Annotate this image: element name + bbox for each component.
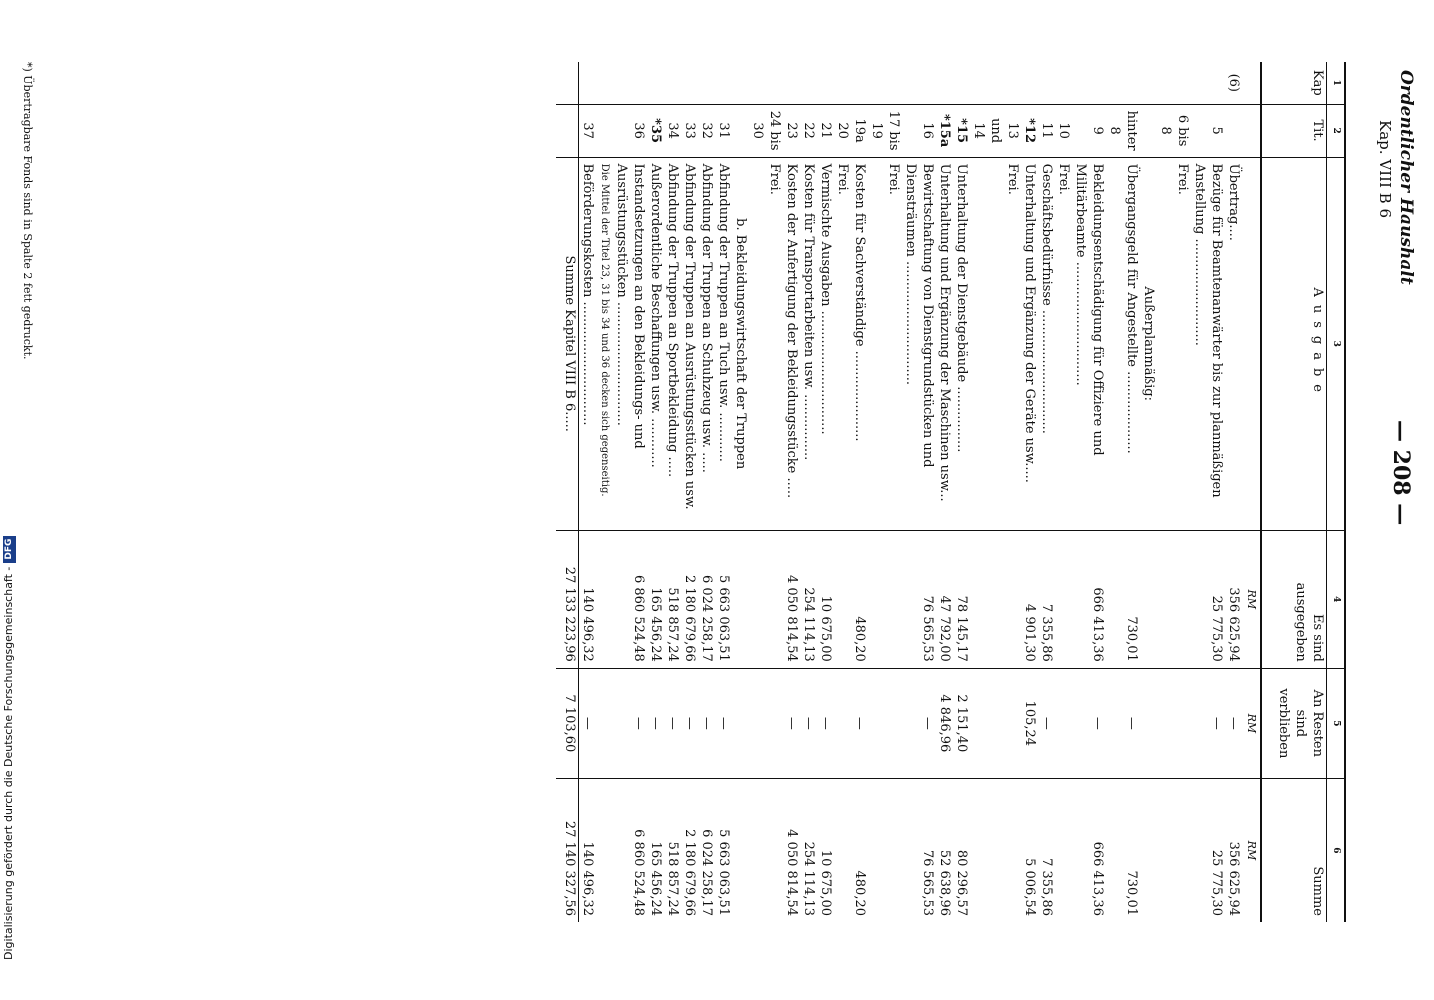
column-number-row [1327, 62, 1346, 922]
cell-sum: 6 024 258,17 [698, 778, 715, 922]
cell-tit [1140, 104, 1157, 157]
total-label: Summe Kapitel VIII B 6..... [556, 157, 579, 530]
cell-kap [647, 62, 664, 104]
cell-remaining [1157, 668, 1191, 778]
cell-sum: 76 565,53 [902, 778, 936, 922]
unit-spent: RM [1242, 530, 1261, 668]
cell-spent [732, 530, 749, 668]
unit-sum: RM [1242, 778, 1261, 922]
cell-kap [817, 62, 834, 104]
cell-description: Abfindung der Truppen an Schuhzeug usw. ..... [698, 157, 715, 530]
cell-remaining: 4 846,96 [936, 668, 953, 778]
cell-kap [579, 62, 597, 104]
cell-kap [1038, 62, 1055, 104]
cell-remaining [970, 668, 1021, 778]
cell-spent: 518 857,24 [664, 530, 681, 668]
cell-sum: 4 050 814,54 [783, 778, 800, 922]
table-row [579, 62, 597, 922]
cell-kap [681, 62, 698, 104]
cell-tit: 10 [1055, 104, 1072, 157]
table-row [664, 62, 681, 922]
cell-remaining: — [579, 668, 597, 778]
cell-sum: 7 355,86 [1038, 778, 1055, 922]
cell-tit: 19a [851, 104, 868, 157]
table-body [579, 62, 1243, 922]
cell-sum: 666 413,36 [1072, 778, 1106, 922]
cell-remaining: — [783, 668, 800, 778]
cell-kap [1106, 62, 1140, 104]
table-row [1157, 62, 1191, 922]
cell-sum [1157, 778, 1191, 922]
cell-tit: 9 [1072, 104, 1106, 157]
cell-description: Unterhaltung und Ergänzung der Maschinen usw... [936, 157, 953, 530]
cell-sum: 730,01 [1106, 778, 1140, 922]
table-row [953, 62, 970, 922]
budget-table [556, 62, 1346, 922]
cell-sum: 165 456,24 [647, 778, 664, 922]
cell-spent [970, 530, 1021, 668]
cell-tit: 22 [800, 104, 817, 157]
cell-spent: 10 675,00 [817, 530, 834, 668]
cell-kap: (6) [1226, 73, 1241, 92]
cell-spent: 356 625,94 [1225, 530, 1242, 668]
cell-sum: 356 625,94 [1225, 778, 1242, 922]
table-row [1038, 62, 1055, 922]
cell-sum: 10 675,00 [817, 778, 834, 922]
cell-remaining: — [1106, 668, 1140, 778]
cell-remaining: — [681, 668, 698, 778]
table-row [936, 62, 953, 922]
cell-remaining [1140, 668, 1157, 778]
header-kap: Kap [1261, 62, 1327, 104]
cell-description: Übertrag.... [1225, 157, 1242, 530]
cell-sum [834, 778, 851, 922]
cell-remaining: — [1191, 668, 1225, 778]
cell-sum [749, 778, 783, 922]
cell-spent: 7 355,86 [1038, 530, 1055, 668]
page-number: — 208 — [1388, 420, 1414, 526]
cell-tit: *12 [1021, 104, 1038, 157]
cell-spent: 6 860 524,48 [613, 530, 647, 668]
total-sum: 27 140 327,56 [556, 778, 579, 922]
table-row [732, 62, 749, 922]
cell-kap [1157, 62, 1191, 104]
header-title: Ordentlicher Haushalt [1396, 70, 1416, 285]
cell-spent: 2 180 679,66 [681, 530, 698, 668]
cell-kap [613, 62, 647, 104]
cell-sum: 480,20 [851, 778, 868, 922]
cell-sum: 140 496,32 [579, 778, 597, 922]
cell-tit: 33 [681, 104, 698, 157]
cell-remaining: — [1038, 668, 1055, 778]
cell-kap [953, 62, 970, 104]
cell-sum [732, 778, 749, 922]
cell-tit [596, 104, 613, 157]
table-row [868, 62, 902, 922]
cell-sum [1140, 778, 1157, 922]
cell-remaining [596, 668, 613, 778]
cell-spent: 78 145,17 [953, 530, 970, 668]
unit-remaining: RM [1242, 668, 1261, 778]
cell-kap [732, 62, 749, 104]
cell-spent: 140 496,32 [579, 530, 597, 668]
table-row [596, 62, 613, 922]
header-remaining: An Resten sind verblieben [1261, 668, 1327, 778]
cell-kap [664, 62, 681, 104]
table-row [1225, 62, 1242, 922]
cell-sum [868, 778, 902, 922]
cell-kap [1021, 62, 1038, 104]
cell-description: Bekleidungsentschädigung für Offiziere und Militärbeamte .............................. [1072, 157, 1106, 530]
table-row [1055, 62, 1072, 922]
cell-spent: 4 901,30 [1021, 530, 1038, 668]
cell-spent: 254 114,13 [800, 530, 817, 668]
cell-spent: 730,01 [1106, 530, 1140, 668]
table-row [800, 62, 817, 922]
header-tit: Tit. [1261, 104, 1327, 157]
cell-remaining: — [851, 668, 868, 778]
colnum-5: 5 [1327, 668, 1346, 778]
cell-spent [1157, 530, 1191, 668]
cell-tit: 37 [579, 104, 597, 157]
cell-remaining: — [613, 668, 647, 778]
cell-description: Außerplanmäßig: [1140, 157, 1157, 530]
cell-tit: *15a [936, 104, 953, 157]
cell-description: Übergangsgeld für Angestellte .................... [1106, 157, 1140, 530]
cell-description: Abfindung der Truppen an Tuch usw. ............ [715, 157, 732, 530]
cell-kap [902, 62, 936, 104]
cell-spent [868, 530, 902, 668]
cell-kap [783, 62, 800, 104]
colnum-3: 3 [1327, 157, 1346, 530]
cell-kap [970, 62, 1021, 104]
column-header-row [1261, 62, 1327, 922]
dfg-text-wrap [0, 0, 18, 1000]
cell-remaining [868, 668, 902, 778]
colnum-1: 1 [1327, 62, 1346, 104]
cell-kap [868, 62, 902, 104]
cell-spent: 480,20 [851, 530, 868, 668]
cell-spent: 25 775,30 [1191, 530, 1225, 668]
cell-tit: 24 bis 30 [749, 104, 783, 157]
cell-spent: 76 565,53 [902, 530, 936, 668]
table-row [1021, 62, 1038, 922]
cell-kap [715, 62, 732, 104]
cell-remaining: — [698, 668, 715, 778]
footnote: *) Übertragbare Fonds sind in Spalte 2 fett gedruckt. [21, 62, 34, 360]
cell-tit: 5 [1191, 104, 1225, 157]
table-row [902, 62, 936, 922]
cell-tit: 11 [1038, 104, 1055, 157]
dfg-side-note [0, 0, 18, 1000]
cell-description: Kosten der Anfertigung der Bekleidungsstücke ..... [783, 157, 800, 530]
cell-sum: 6 860 524,48 [613, 778, 647, 922]
table-row [1191, 62, 1225, 922]
cell-sum: 518 857,24 [664, 778, 681, 922]
cell-remaining [1055, 668, 1072, 778]
cell-sum: 52 638,96 [936, 778, 953, 922]
cell-kap [936, 62, 953, 104]
cell-remaining: — [1225, 668, 1242, 778]
cell-spent [1055, 530, 1072, 668]
unit-row [1242, 62, 1261, 922]
cell-tit: 17 bis 19 [868, 104, 902, 157]
cell-remaining: 2 151,40 [953, 668, 970, 778]
total-spent: 27 133 223,96 [556, 530, 579, 668]
cell-remaining: — [715, 668, 732, 778]
cell-tit: 23 [783, 104, 800, 157]
cell-tit: hinter 8 [1106, 104, 1140, 157]
cell-tit: 34 [664, 104, 681, 157]
table-row [817, 62, 834, 922]
cell-tit: 13 und 14 [970, 104, 1021, 157]
table-row [783, 62, 800, 922]
cell-kap [596, 62, 613, 104]
cell-sum: 254 114,13 [800, 778, 817, 922]
cell-description: Abfindung der Truppen an Sportbekleidung ..... [664, 157, 681, 530]
cell-spent: 165 456,24 [647, 530, 664, 668]
cell-tit [1225, 104, 1242, 157]
table-row [715, 62, 732, 922]
cell-description: Bezüge für Beamtenanwärter bis zur planmäßigen Anstellung .......................... [1191, 157, 1225, 530]
table-row [647, 62, 664, 922]
cell-kap [1140, 62, 1157, 104]
cell-description: Frei. [868, 157, 902, 530]
cell-kap [698, 62, 715, 104]
cell-sum: 2 180 679,66 [681, 778, 698, 922]
table-row [1106, 62, 1140, 922]
cell-tit: *15 [953, 104, 970, 157]
cell-kap [851, 62, 868, 104]
cell-remaining: — [1072, 668, 1106, 778]
table-row [1140, 62, 1157, 922]
cell-description: Kosten für Transportarbeiten usw. ................ [800, 157, 817, 530]
cell-remaining: — [664, 668, 681, 778]
cell-kap [834, 62, 851, 104]
cell-remaining: 105,24 [1021, 668, 1038, 778]
total-remaining: 7 103,60 [556, 668, 579, 778]
table-row [851, 62, 868, 922]
colnum-4: 4 [1327, 530, 1346, 668]
cell-description: Frei. [1157, 157, 1191, 530]
cell-spent: 47 792,00 [936, 530, 953, 668]
cell-remaining [749, 668, 783, 778]
header-ausgabe: Ausgabe [1261, 157, 1327, 530]
cell-sum [1055, 778, 1072, 922]
cell-sum: 5 663 063,51 [715, 778, 732, 922]
cell-tit: 16 [902, 104, 936, 157]
cell-spent [596, 530, 613, 668]
cell-remaining: — [902, 668, 936, 778]
cell-remaining: — [817, 668, 834, 778]
dfg-logo: DFG [3, 536, 16, 563]
cell-description: Beförderungskosten .............................. [579, 157, 597, 530]
cell-description: Unterhaltung der Dienstgebäude ................ [953, 157, 970, 530]
cell-description: b. Bekleidungswirtschaft der Truppen [732, 157, 749, 530]
cell-description: Frei. [1055, 157, 1072, 530]
table-row [681, 62, 698, 922]
header-chapter: Kap. VIII B 6 [1376, 120, 1394, 218]
table-row [1072, 62, 1106, 922]
colnum-6: 6 [1327, 778, 1346, 922]
cell-tit: 6 bis 8 [1157, 104, 1191, 157]
header-sum: Summe [1261, 778, 1327, 922]
cell-spent: 6 024 258,17 [698, 530, 715, 668]
total-row [556, 62, 579, 922]
cell-description: Bewirtschaftung von Dienstgrundstücken und Diensträumen .............................. [902, 157, 936, 530]
header-spent: Es sind ausgegeben [1261, 530, 1327, 668]
cell-tit: 32 [698, 104, 715, 157]
cell-sum: 5 006,54 [1021, 778, 1038, 922]
cell-tit: 31 [715, 104, 732, 157]
cell-description: Die Mittel der Titel 23, 31 bis 34 und 36 decken sich gegenseitig. [596, 157, 613, 530]
cell-kap [800, 62, 817, 104]
cell-sum: 80 296,57 [953, 778, 970, 922]
cell-kap [1072, 62, 1106, 104]
cell-kap [749, 62, 783, 104]
cell-tit: 36 [613, 104, 647, 157]
cell-spent [834, 530, 851, 668]
cell-remaining [732, 668, 749, 778]
cell-description: Abfindung der Truppen an Ausrüstungsstücken usw. [681, 157, 698, 530]
table-row [834, 62, 851, 922]
table-row [970, 62, 1021, 922]
cell-sum: 25 775,30 [1191, 778, 1225, 922]
cell-description: Außerordentliche Beschaffungen usw. ............ [647, 157, 664, 530]
cell-sum [596, 778, 613, 922]
cell-remaining: — [647, 668, 664, 778]
cell-spent: 5 663 063,51 [715, 530, 732, 668]
cell-tit: *35 [647, 104, 664, 157]
dfg-note-text: Digitalisierung gefördert durch die Deutsche Forschungsgemeinschaft - [2, 566, 15, 960]
cell-spent: 4 050 814,54 [783, 530, 800, 668]
cell-description: Frei. [749, 157, 783, 530]
cell-tit: 21 [817, 104, 834, 157]
cell-sum [970, 778, 1021, 922]
table-row [749, 62, 783, 922]
cell-remaining [834, 668, 851, 778]
cell-description: Frei. [970, 157, 1021, 530]
cell-description: Unterhaltung und Ergänzung der Geräte usw..... [1021, 157, 1038, 530]
cell-description: Geschäftsbedürfnisse .............................. [1038, 157, 1055, 530]
table-row [613, 62, 647, 922]
cell-description: Kosten für Sachverständige ...................... [851, 157, 868, 530]
cell-kap [1055, 62, 1072, 104]
table-row [698, 62, 715, 922]
cell-description: Vermischte Ausgaben .............................. [817, 157, 834, 530]
cell-spent [749, 530, 783, 668]
cell-description: Instandsetzungen an den Bekleidungs- und Ausrüstungsstücken .............................. [613, 157, 647, 530]
cell-remaining: — [800, 668, 817, 778]
cell-spent [1140, 530, 1157, 668]
cell-kap [1191, 62, 1225, 104]
cell-tit [732, 104, 749, 157]
cell-description: Frei. [834, 157, 851, 530]
colnum-2: 2 [1327, 104, 1346, 157]
cell-tit: 20 [834, 104, 851, 157]
cell-spent: 666 413,36 [1072, 530, 1106, 668]
